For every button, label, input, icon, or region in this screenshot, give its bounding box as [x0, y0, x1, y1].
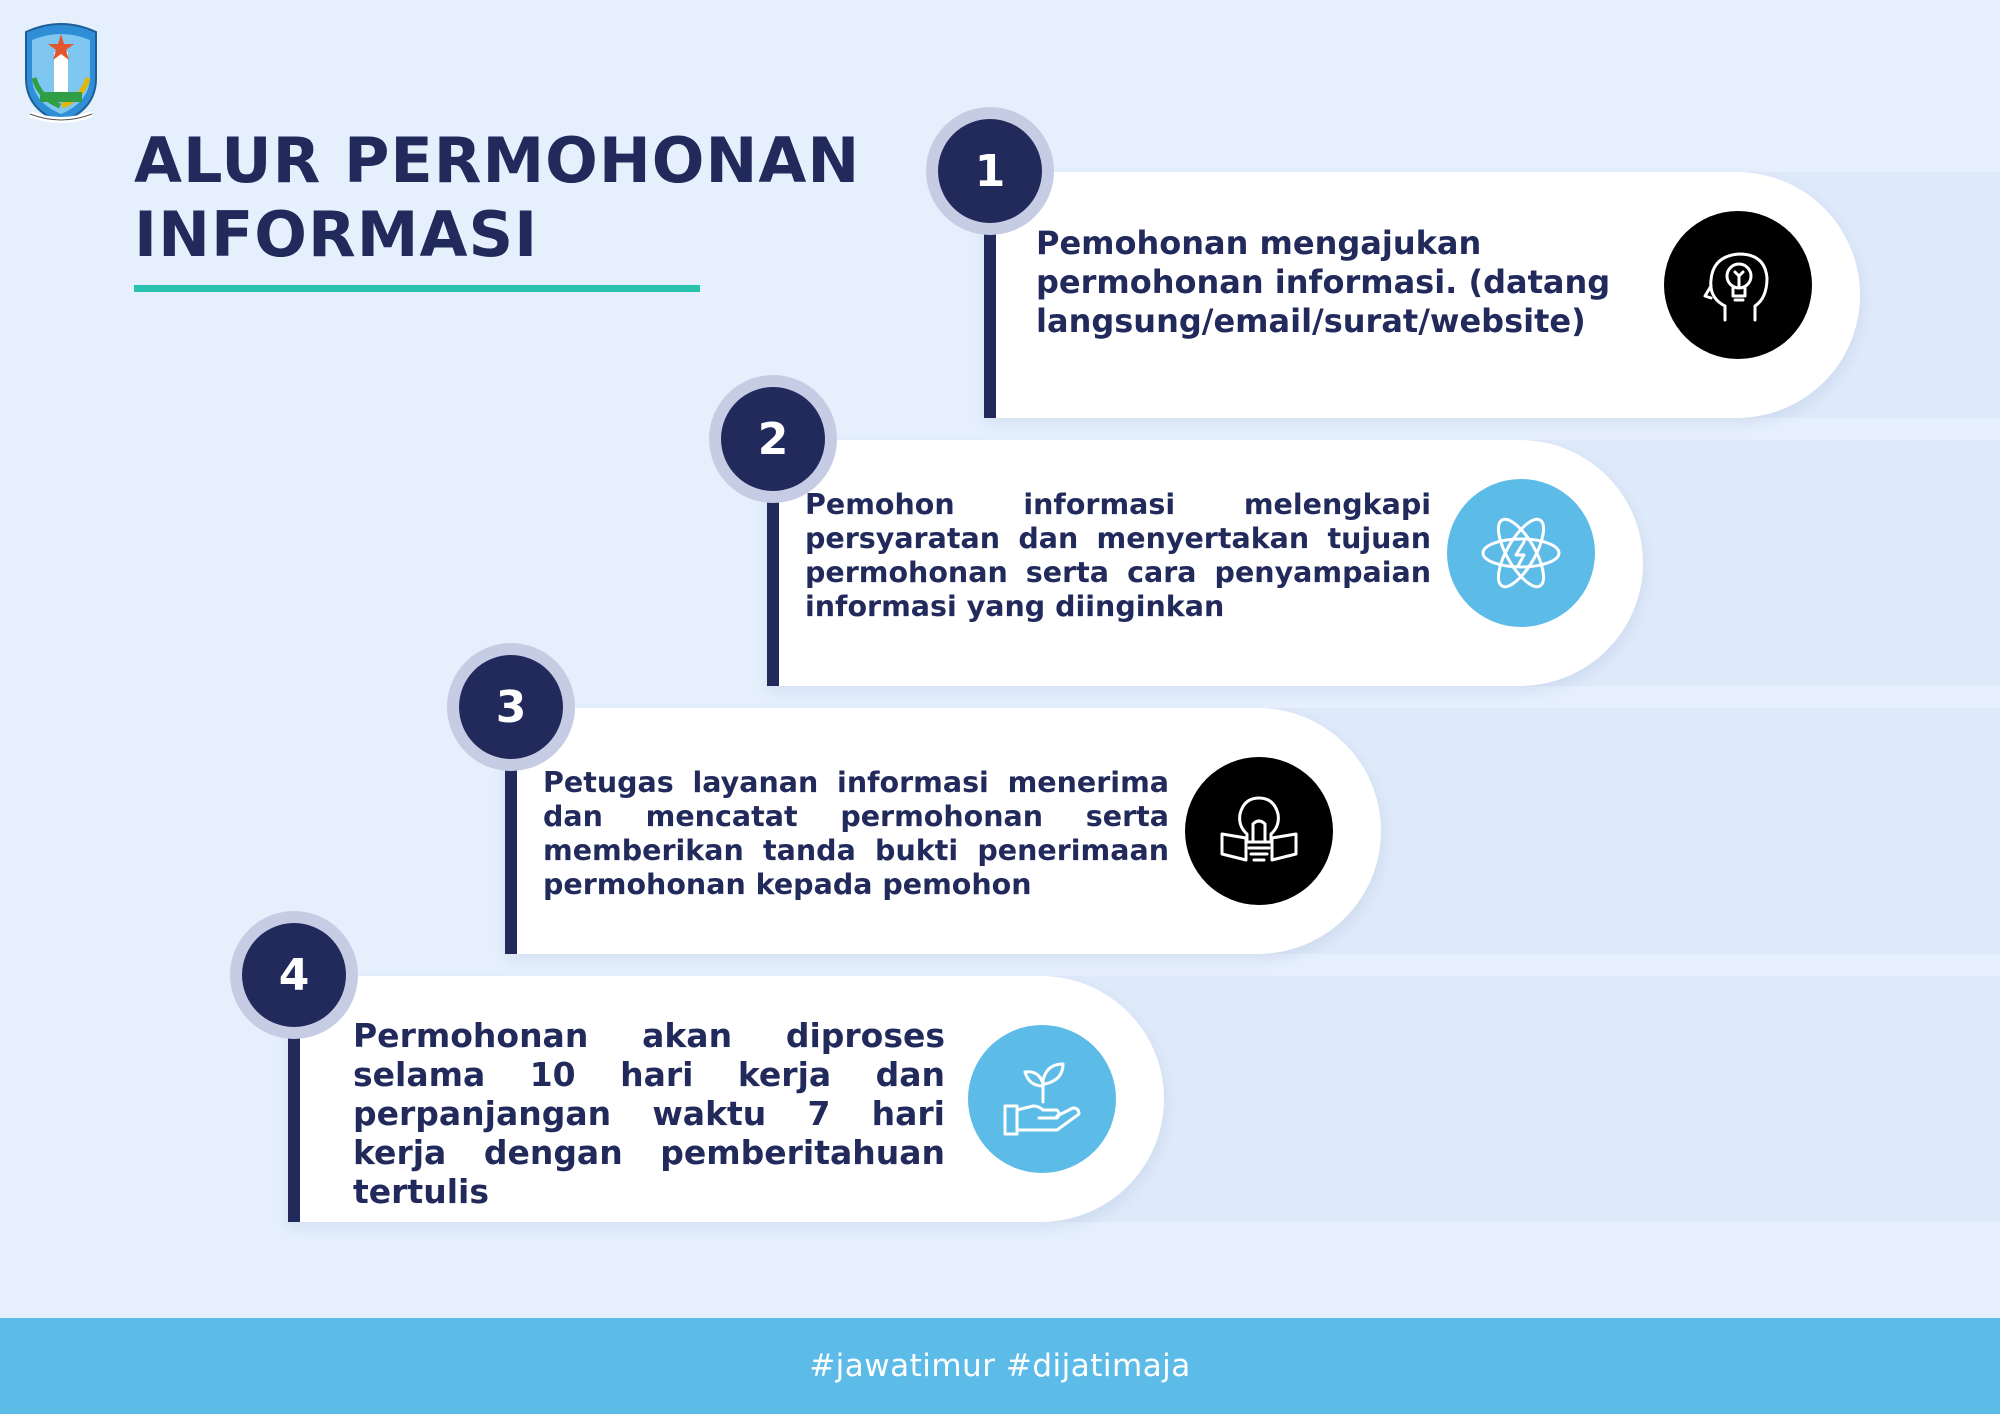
step-number-badge-1: [926, 107, 1054, 235]
step-number: 4: [242, 923, 346, 1027]
title-underline: [134, 285, 700, 292]
step-number-badge-2: [709, 375, 837, 503]
page-title-line1: ALUR PERMOHONAN: [134, 124, 861, 197]
atom-icon: [1478, 510, 1564, 596]
step-card-1: [984, 172, 1860, 418]
hand-sprout-icon: [999, 1056, 1085, 1142]
lightbulb-book-icon: [1216, 788, 1302, 874]
step-icon-circle: [1185, 757, 1333, 905]
step-number: 1: [938, 119, 1042, 223]
step-card-4: [288, 976, 1164, 1222]
step-number: 2: [721, 387, 825, 491]
step-icon-circle: [1447, 479, 1595, 627]
step-card-3: [505, 708, 1381, 954]
step-number-badge-4: [230, 911, 358, 1039]
provincial-emblem-logo: [20, 18, 102, 126]
step-text: Pemohon informasi melengkapi persyaratan dan menyertakan tujuan permohonan serta cara penyampaian informasi yang diinginkan: [805, 488, 1431, 623]
step-icon-circle: [968, 1025, 1116, 1173]
page-title: [134, 124, 860, 272]
background-band: [1040, 976, 2000, 1222]
step-text: Pemohonan mengajukan permohonan informasi. (datang langsung/email/surat/website): [1036, 224, 1611, 340]
step-text: Petugas layanan informasi menerima dan mencatat permohonan serta memberikan tanda bukti penerimaan permohonan kepada pemohon: [543, 766, 1169, 901]
step-number: 3: [459, 655, 563, 759]
footer-hashtags: #jawatimur #dijatimaja: [809, 1348, 1191, 1384]
step-icon-circle: [1664, 211, 1812, 359]
step-number-badge-3: [447, 643, 575, 771]
head-lightbulb-icon: [1695, 242, 1781, 328]
page-title-line2: INFORMASI: [134, 198, 539, 271]
step-card-2: [767, 440, 1643, 686]
footer-bar: [0, 1318, 2000, 1414]
step-text: Permohonan akan diproses selama 10 hari kerja dan perpanjangan waktu 7 hari kerja dengan pemberitahuan tertulis: [353, 1016, 945, 1211]
